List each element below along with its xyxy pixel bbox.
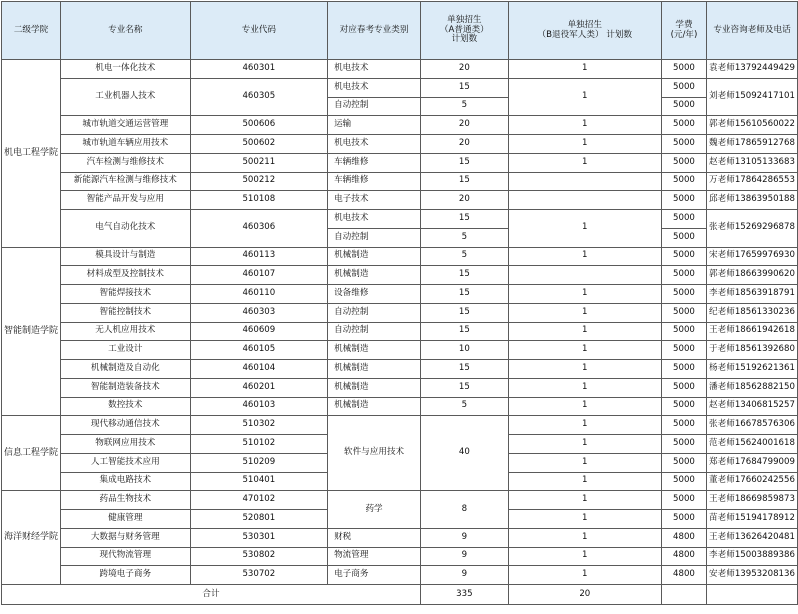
totals-label: 合计 bbox=[2, 585, 421, 605]
tuition-cell: 5000 bbox=[661, 453, 706, 472]
category-cell: 自动控制 bbox=[328, 303, 421, 322]
college-cell: 信息工程学院 bbox=[2, 416, 61, 491]
plan-b-cell: 1 bbox=[508, 247, 661, 266]
major-code: 460113 bbox=[190, 247, 327, 266]
contact-cell: 赵老师13105133683 bbox=[707, 153, 798, 172]
tuition-cell: 5000 bbox=[661, 397, 706, 416]
plan-b-cell: 1 bbox=[508, 566, 661, 585]
table-row bbox=[2, 172, 798, 191]
tuition-cell: 5000 bbox=[661, 416, 706, 435]
major-name: 药品生物技术 bbox=[61, 491, 191, 510]
plan-a-cell: 20 bbox=[421, 60, 509, 79]
major-code: 520801 bbox=[190, 510, 327, 529]
category-cell: 机械制造 bbox=[328, 360, 421, 379]
plan-b-cell: 1 bbox=[508, 510, 661, 529]
header-row bbox=[2, 2, 798, 60]
major-name: 数控技术 bbox=[61, 397, 191, 416]
plan-b-cell: 1 bbox=[508, 135, 661, 154]
contact-cell: 王老师18669859873 bbox=[707, 491, 798, 510]
plan-b-cell: 1 bbox=[508, 453, 661, 472]
major-code: 530702 bbox=[190, 566, 327, 585]
plan-b-cell: 1 bbox=[508, 341, 661, 360]
major-name: 智能制造装备技术 bbox=[61, 378, 191, 397]
plan-a-cell: 9 bbox=[421, 566, 509, 585]
totals-plan-a: 335 bbox=[421, 585, 509, 605]
major-name: 电气自动化技术 bbox=[61, 210, 191, 248]
tuition-cell: 5000 bbox=[661, 191, 706, 210]
table-row bbox=[2, 116, 798, 135]
tuition-cell: 5000 bbox=[661, 228, 706, 247]
major-name: 智能控制技术 bbox=[61, 303, 191, 322]
contact-cell: 李老师15003889386 bbox=[707, 547, 798, 566]
plan-b-cell: 1 bbox=[508, 528, 661, 547]
contact-cell: 安老师13953208136 bbox=[707, 566, 798, 585]
table-row bbox=[2, 303, 798, 322]
plan-b-cell: 1 bbox=[508, 303, 661, 322]
header-contact: 专业咨询老师及电话 bbox=[707, 2, 798, 60]
plan-a-cell: 15 bbox=[421, 266, 509, 285]
tuition-cell: 5000 bbox=[661, 247, 706, 266]
category-cell: 机械制造 bbox=[328, 341, 421, 360]
table-row bbox=[2, 247, 798, 266]
major-name: 机械制造及自动化 bbox=[61, 360, 191, 379]
category-cell: 物流管理 bbox=[328, 547, 421, 566]
tuition-cell: 5000 bbox=[661, 266, 706, 285]
tuition-cell: 5000 bbox=[661, 435, 706, 454]
category-cell: 机电技术 bbox=[328, 60, 421, 79]
major-name: 材料成型及控制技术 bbox=[61, 266, 191, 285]
category-cell: 机械制造 bbox=[328, 397, 421, 416]
table-row bbox=[2, 566, 798, 585]
table-row bbox=[2, 135, 798, 154]
totals-row bbox=[2, 585, 798, 605]
category-cell: 机电技术 bbox=[328, 210, 421, 229]
contact-cell: 郭老师18663990620 bbox=[707, 266, 798, 285]
plan-b-cell: 1 bbox=[508, 416, 661, 435]
major-code: 460609 bbox=[190, 322, 327, 341]
major-code: 460110 bbox=[190, 285, 327, 304]
contact-cell: 杨老师15192621361 bbox=[707, 360, 798, 379]
category-cell: 机电技术 bbox=[328, 78, 421, 97]
major-name: 城市轨道车辆应用技术 bbox=[61, 135, 191, 154]
contact-cell: 邱老师13863950188 bbox=[707, 191, 798, 210]
tuition-cell: 5000 bbox=[661, 510, 706, 529]
tuition-cell: 4800 bbox=[661, 547, 706, 566]
tuition-cell: 5000 bbox=[661, 97, 706, 116]
table-row bbox=[2, 285, 798, 304]
contact-cell: 王老师13626420481 bbox=[707, 528, 798, 547]
tuition-cell: 5000 bbox=[661, 360, 706, 379]
major-code: 530301 bbox=[190, 528, 327, 547]
plan-a-cell: 5 bbox=[421, 247, 509, 266]
plan-a-cell: 5 bbox=[421, 397, 509, 416]
plan-a-cell: 15 bbox=[421, 322, 509, 341]
plan-b-cell: 1 bbox=[508, 153, 661, 172]
tuition-cell: 5000 bbox=[661, 153, 706, 172]
major-code: 460301 bbox=[190, 60, 327, 79]
major-name: 现代移动通信技术 bbox=[61, 416, 191, 435]
major-name: 工业设计 bbox=[61, 341, 191, 360]
table-row bbox=[2, 378, 798, 397]
table-row bbox=[2, 341, 798, 360]
plan-a-cell: 5 bbox=[421, 97, 509, 116]
plan-a-cell: 20 bbox=[421, 116, 509, 135]
plan-b-cell: 1 bbox=[508, 116, 661, 135]
plan-a-cell: 15 bbox=[421, 210, 509, 229]
major-code: 460201 bbox=[190, 378, 327, 397]
college-cell: 海洋财经学院 bbox=[2, 491, 61, 585]
tuition-cell: 4800 bbox=[661, 528, 706, 547]
contact-cell: 苗老师15194178912 bbox=[707, 510, 798, 529]
table-row bbox=[2, 547, 798, 566]
major-name: 机电一体化技术 bbox=[61, 60, 191, 79]
major-code: 460104 bbox=[190, 360, 327, 379]
category-cell: 车辆维修 bbox=[328, 172, 421, 191]
contact-cell: 董老师17660242556 bbox=[707, 472, 798, 491]
totals-plan-b: 20 bbox=[508, 585, 661, 605]
tuition-cell: 5000 bbox=[661, 116, 706, 135]
major-name: 大数据与财务管理 bbox=[61, 528, 191, 547]
major-code: 500606 bbox=[190, 116, 327, 135]
category-cell: 自动控制 bbox=[328, 322, 421, 341]
header-college: 二级学院 bbox=[2, 2, 61, 60]
plan-a-cell: 10 bbox=[421, 341, 509, 360]
major-name: 无人机应用技术 bbox=[61, 322, 191, 341]
plan-a-cell: 15 bbox=[421, 360, 509, 379]
table-row bbox=[2, 191, 798, 210]
contact-cell: 郑老师17684799009 bbox=[707, 453, 798, 472]
major-code: 470102 bbox=[190, 491, 327, 510]
table-row bbox=[2, 416, 798, 435]
major-name: 模具设计与制造 bbox=[61, 247, 191, 266]
plan-a-cell: 15 bbox=[421, 378, 509, 397]
plan-b-cell: 1 bbox=[508, 360, 661, 379]
major-code: 500211 bbox=[190, 153, 327, 172]
plan-b-cell: 1 bbox=[508, 60, 661, 79]
contact-cell: 于老师18561392680 bbox=[707, 341, 798, 360]
category-cell: 自动控制 bbox=[328, 228, 421, 247]
category-cell: 药学 bbox=[328, 491, 421, 529]
category-cell: 财税 bbox=[328, 528, 421, 547]
plan-a-cell: 15 bbox=[421, 78, 509, 97]
table-row bbox=[2, 78, 798, 97]
major-code: 510302 bbox=[190, 416, 327, 435]
college-cell: 机电工程学院 bbox=[2, 60, 61, 248]
plan-b-cell: 1 bbox=[508, 397, 661, 416]
plan-a-cell: 20 bbox=[421, 191, 509, 210]
major-code: 460105 bbox=[190, 341, 327, 360]
plan-a-cell: 9 bbox=[421, 547, 509, 566]
contact-cell: 范老师15624001618 bbox=[707, 435, 798, 454]
contact-cell: 王老师18661942618 bbox=[707, 322, 798, 341]
plan-b-cell: 1 bbox=[508, 435, 661, 454]
plan-a-cell: 15 bbox=[421, 303, 509, 322]
header-plan-a: 单独招生 （A普通类） 计划数 bbox=[421, 2, 509, 60]
plan-a-cell: 15 bbox=[421, 172, 509, 191]
major-code: 500212 bbox=[190, 172, 327, 191]
major-code: 510102 bbox=[190, 435, 327, 454]
header-code: 专业代码 bbox=[190, 2, 327, 60]
plan-a-cell: 20 bbox=[421, 135, 509, 154]
plan-b-cell: 1 bbox=[508, 78, 661, 116]
category-cell: 电子技术 bbox=[328, 191, 421, 210]
plan-a-cell: 15 bbox=[421, 153, 509, 172]
table-row bbox=[2, 491, 798, 510]
table-row bbox=[2, 322, 798, 341]
table-row bbox=[2, 266, 798, 285]
major-name: 人工智能技术应用 bbox=[61, 453, 191, 472]
contact-cell: 宋老师17659976930 bbox=[707, 247, 798, 266]
totals-tuition bbox=[661, 585, 706, 605]
table-row bbox=[2, 397, 798, 416]
header-tuition: 学费 (元/年) bbox=[661, 2, 706, 60]
category-cell: 车辆维修 bbox=[328, 153, 421, 172]
category-cell: 运输 bbox=[328, 116, 421, 135]
tuition-cell: 5000 bbox=[661, 378, 706, 397]
plan-a-cell: 5 bbox=[421, 228, 509, 247]
major-name: 现代物流管理 bbox=[61, 547, 191, 566]
plan-b-cell: 1 bbox=[508, 378, 661, 397]
category-cell: 机械制造 bbox=[328, 266, 421, 285]
major-code: 500602 bbox=[190, 135, 327, 154]
category-cell: 电子商务 bbox=[328, 566, 421, 585]
plan-b-cell: 1 bbox=[508, 547, 661, 566]
major-name: 跨境电子商务 bbox=[61, 566, 191, 585]
contact-cell: 张老师16678576306 bbox=[707, 416, 798, 435]
category-cell: 机械制造 bbox=[328, 247, 421, 266]
tuition-cell: 5000 bbox=[661, 322, 706, 341]
plan-b-cell bbox=[508, 191, 661, 210]
table-row bbox=[2, 528, 798, 547]
tuition-cell: 5000 bbox=[661, 303, 706, 322]
major-name: 工业机器人技术 bbox=[61, 78, 191, 116]
enrollment-plan-table bbox=[1, 1, 798, 605]
table-row bbox=[2, 60, 798, 79]
tuition-cell: 5000 bbox=[661, 472, 706, 491]
major-code: 460107 bbox=[190, 266, 327, 285]
major-code: 460305 bbox=[190, 78, 327, 116]
header-plan-b: 单独招生 （B退役军人类） 计划数 bbox=[508, 2, 661, 60]
tuition-cell: 4800 bbox=[661, 566, 706, 585]
major-name: 智能焊接技术 bbox=[61, 285, 191, 304]
contact-cell: 潘老师18562882150 bbox=[707, 378, 798, 397]
plan-a-cell: 40 bbox=[421, 416, 509, 491]
major-code: 510108 bbox=[190, 191, 327, 210]
header-major: 专业名称 bbox=[61, 2, 191, 60]
major-name: 集成电路技术 bbox=[61, 472, 191, 491]
contact-cell: 万老师17864286553 bbox=[707, 172, 798, 191]
major-code: 460306 bbox=[190, 210, 327, 248]
tuition-cell: 5000 bbox=[661, 172, 706, 191]
table-row bbox=[2, 153, 798, 172]
table-row bbox=[2, 360, 798, 379]
tuition-cell: 5000 bbox=[661, 285, 706, 304]
contact-cell: 赵老师13406815257 bbox=[707, 397, 798, 416]
major-name: 城市轨道交通运营管理 bbox=[61, 116, 191, 135]
tuition-cell: 5000 bbox=[661, 135, 706, 154]
plan-b-cell bbox=[508, 172, 661, 191]
major-code: 460303 bbox=[190, 303, 327, 322]
contact-cell: 刘老师15092417101 bbox=[707, 78, 798, 116]
contact-cell: 纪老师18561330236 bbox=[707, 303, 798, 322]
plan-a-cell: 9 bbox=[421, 528, 509, 547]
contact-cell: 张老师15269296878 bbox=[707, 210, 798, 248]
tuition-cell: 5000 bbox=[661, 210, 706, 229]
major-name: 汽车检测与维修技术 bbox=[61, 153, 191, 172]
table-row bbox=[2, 210, 798, 229]
major-name: 健康管理 bbox=[61, 510, 191, 529]
plan-b-cell: 1 bbox=[508, 322, 661, 341]
contact-cell: 郭老师15610560022 bbox=[707, 116, 798, 135]
contact-cell: 袁老师13792449429 bbox=[707, 60, 798, 79]
major-code: 510401 bbox=[190, 472, 327, 491]
tuition-cell: 5000 bbox=[661, 491, 706, 510]
plan-b-cell: 1 bbox=[508, 472, 661, 491]
plan-b-cell bbox=[508, 266, 661, 285]
plan-b-cell: 1 bbox=[508, 285, 661, 304]
header-category: 对应春考专业类别 bbox=[328, 2, 421, 60]
category-cell: 机电技术 bbox=[328, 135, 421, 154]
category-cell: 设备维修 bbox=[328, 285, 421, 304]
totals-contact bbox=[707, 585, 798, 605]
plan-b-cell: 1 bbox=[508, 210, 661, 248]
major-name: 智能产品开发与应用 bbox=[61, 191, 191, 210]
category-cell: 机械制造 bbox=[328, 378, 421, 397]
plan-b-cell: 1 bbox=[508, 491, 661, 510]
major-name: 物联网应用技术 bbox=[61, 435, 191, 454]
major-code: 510209 bbox=[190, 453, 327, 472]
plan-a-cell: 15 bbox=[421, 285, 509, 304]
contact-cell: 李老师18563918791 bbox=[707, 285, 798, 304]
category-cell: 自动控制 bbox=[328, 97, 421, 116]
contact-cell: 魏老师17865912768 bbox=[707, 135, 798, 154]
tuition-cell: 5000 bbox=[661, 341, 706, 360]
plan-a-cell: 8 bbox=[421, 491, 509, 529]
tuition-cell: 5000 bbox=[661, 60, 706, 79]
category-cell: 软件与应用技术 bbox=[328, 416, 421, 491]
major-name: 新能源汽车检测与维修技术 bbox=[61, 172, 191, 191]
major-code: 530802 bbox=[190, 547, 327, 566]
major-code: 460103 bbox=[190, 397, 327, 416]
tuition-cell: 5000 bbox=[661, 78, 706, 97]
college-cell: 智能制造学院 bbox=[2, 247, 61, 416]
